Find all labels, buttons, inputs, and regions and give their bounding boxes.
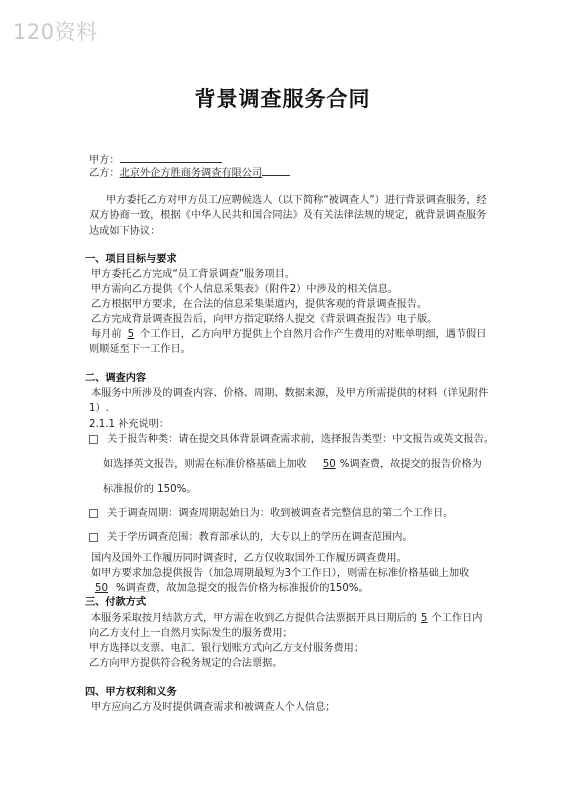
section-2-bullet-1 [89,433,494,446]
party-b-name: 北京外企方胜商务调查有限公司 [119,168,263,179]
intro-line-3: 达成如下协议： [89,226,161,237]
section-3-p4: 乙方向甲方提供符合税务规定的合法票据。 [89,658,283,669]
section-1-heading: 一、项目目标与要求 [85,254,177,265]
section-1-p5-a: 每月前 [91,329,122,340]
section-1-p5-b: 个工作日，乙方向甲方提供上个自然月合作产生费用的对账单明细，遇节假日 [140,329,487,340]
section-3-p1 [91,612,482,625]
section-1-p5 [91,328,486,341]
section-2-heading: 二、调查内容 [85,373,147,384]
section-2-p4: 国内及国外工作履历同时调查时，乙方仅收取国外工作履历调查费用。 [91,553,407,564]
section-2-bullet-1-text: 关于报告种类：请在提交具体背景调查需求前，选择报告类型：中文报告或英文报告。 [107,434,495,445]
checkbox-icon [89,533,98,542]
section-4-heading: 四、甲方权利和义务 [85,687,177,698]
section-2-p5: 如甲方要求加急提供报告（加急周期最短为3个工作日），则需在标准价格基础上加收 [91,568,470,579]
section-1-p2: 甲方需向乙方提供《个人信息采集表》（附件2）中涉及的相关信息。 [91,284,399,295]
section-2-b1-l2b: %调查费，故提交的报告价格为 [339,459,482,470]
section-2-p2: 1）. [89,403,109,414]
section-2-b1-l2a: 如选择英文报告，则需在标准价格基础上加收 [103,459,307,470]
section-2-p6-pct: 50 [95,583,108,594]
document-title: 背景调查服务合同 [194,87,371,111]
section-1-p5-num: 5 [127,329,135,340]
section-1-p6: 则顺延至下一工作日。 [89,344,191,355]
section-3-heading: 三、付款方式 [85,597,147,608]
section-1-p3: 乙方根据甲方要求，在合法的信息采集渠道内，提供客观的背景调查报告。 [91,299,428,310]
section-3-p1-a: 本服务采取按月结款方式，甲方需在收到乙方提供合法票据开具日期后的 [91,613,417,624]
section-1-p4: 乙方完成背景调查报告后，向甲方指定联络人提交《背景调查报告》电子版。 [91,314,438,325]
section-3-p2: 向乙方支付上一自然月实际发生的服务费用； [89,628,293,639]
party-b-line [89,164,290,180]
section-2-p1: 本服务中所涉及的调查内容、价格、周期、数据来源，及甲方所需提供的材料（详见附件 [91,388,489,399]
section-2-bullet-1-line-3: 标准报价的 150%。 [103,484,197,495]
section-2-bullet-3-text: 关于学历调查范围：教育部承认的，大专以上的学历在调查范围内。 [107,532,413,543]
section-2-bullet-1-line-2 [103,458,482,471]
watermark: 120资料 [13,20,98,44]
checkbox-icon [89,435,98,444]
section-2-bullet-2 [89,507,453,520]
section-2-p6 [89,582,369,595]
party-b-blank [262,164,290,176]
intro-line-1: 甲方委托乙方对甲方员工/应聘候选人（以下简称“被调查人”）进行背景调查服务，经 [106,195,487,206]
intro-line-2: 双方协商一致，根据《中华人民共和国合同法》及有关法律法规的规定，就背景调查服务 [89,210,487,221]
party-a-blank [120,151,222,163]
section-2-bullet-3 [89,531,413,544]
section-3-p1-b: 个工作日内 [431,613,483,624]
section-4-p1: 甲方应向乙方及时提供调查需求和被调查人个人信息； [91,702,336,713]
checkbox-icon [89,509,98,518]
section-2-b1-pct: 50 [322,459,336,470]
section-2-bullet-2-text: 关于调查周期：调查周期起始日为：收到被调查者完整信息的第二个工作日。 [107,508,454,519]
section-2-p6-b: %调查费，故加急提交的报告价格为标准报价的150%。 [115,583,369,594]
section-3-p1-num: 5 [421,613,428,624]
section-1-p1: 甲方委托乙方完成“员工背景调查”服务项目。 [91,269,296,280]
section-3-p3: 甲方选择以支票、电汇、银行划账方式向乙方支付服务费用； [89,643,365,654]
party-b-label: 乙方： [89,168,120,179]
section-2-p3: 2.1.1 补充说明： [89,419,170,430]
party-a-label: 甲方： [89,155,120,166]
